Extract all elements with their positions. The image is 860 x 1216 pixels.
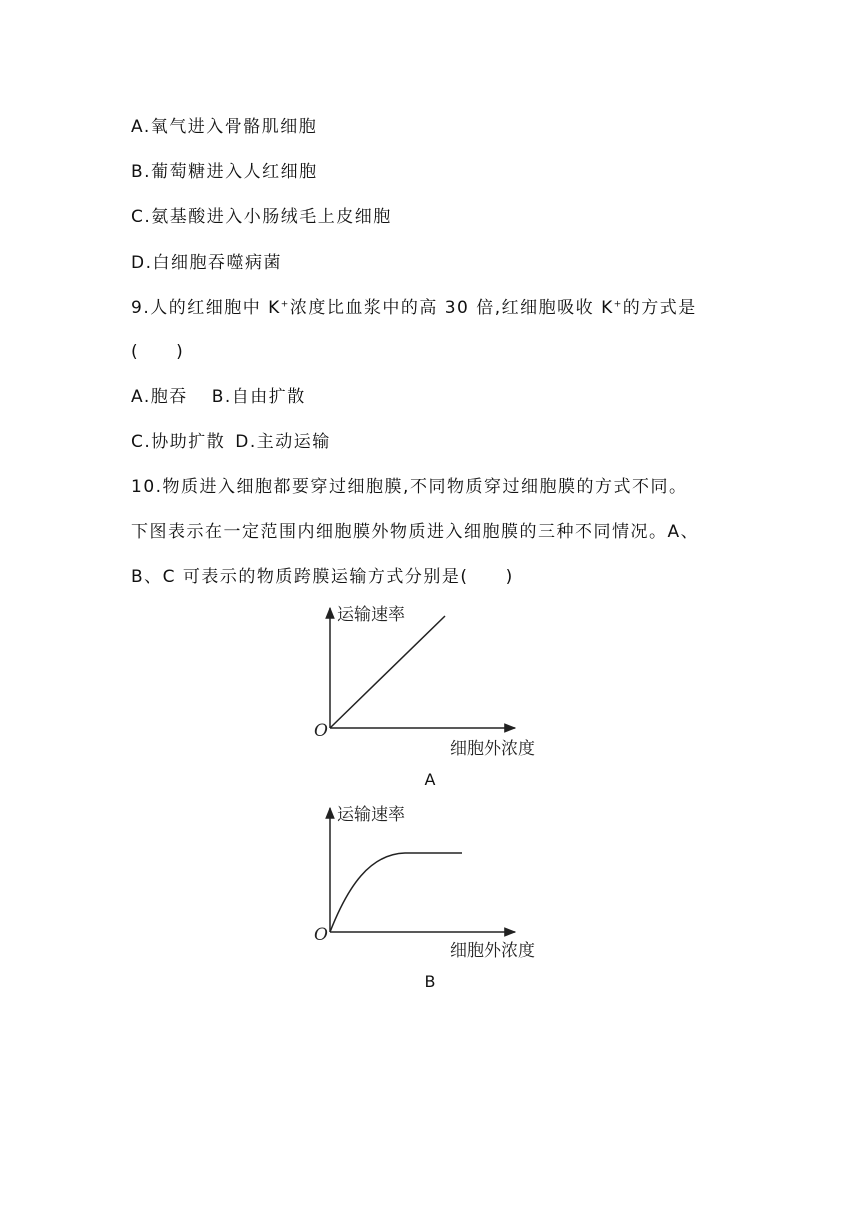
q9-sup1: + xyxy=(280,299,290,310)
q8-option-b: B.葡萄糖进入人红细胞 xyxy=(131,162,318,182)
q8-option-d: D.白细胞吞噬病菌 xyxy=(131,253,282,273)
graph-a xyxy=(300,598,560,763)
q9-sup2: + xyxy=(613,299,623,310)
q9-stem-part3: 的方式是 xyxy=(622,298,697,318)
q9-options-row1 xyxy=(131,385,306,409)
q9-option-a: A.胞吞 xyxy=(131,387,188,407)
q9-stem xyxy=(131,296,697,320)
graph-a-y-label: 运输速率 xyxy=(337,605,405,625)
q9-blank: ( ) xyxy=(131,342,185,362)
q9-options-row2 xyxy=(131,430,331,454)
graph-b-x-label: 细胞外浓度 xyxy=(450,941,535,961)
graph-b-y-label: 运输速率 xyxy=(337,805,405,825)
graph-a-x-label: 细胞外浓度 xyxy=(450,739,535,759)
graph-b-curve xyxy=(330,853,462,932)
q10-line1: 10.物质进入细胞都要穿过细胞膜,不同物质穿过细胞膜的方式不同。 xyxy=(131,477,688,497)
q9-option-c: C.协助扩散 xyxy=(131,432,226,452)
graph-a-caption: A xyxy=(424,770,436,789)
q9-stem-part2: 浓度比血浆中的高 30 倍,红细胞吸收 K xyxy=(289,298,614,318)
graph-b xyxy=(300,798,560,963)
q8-option-a: A.氧气进入骨骼肌细胞 xyxy=(131,117,318,137)
graph-a-origin: O xyxy=(314,721,328,741)
graph-b-origin: O xyxy=(314,925,328,945)
q10-line3: B、C 可表示的物质跨膜运输方式分别是( ) xyxy=(131,567,514,587)
graph-a-line xyxy=(330,616,445,728)
q10-line2: 下图表示在一定范围内细胞膜外物质进入细胞膜的三种不同情况。A、 xyxy=(131,522,700,542)
graph-b-caption: B xyxy=(424,972,436,991)
q9-stem-part1: 9.人的红细胞中 K xyxy=(131,298,281,318)
q9-option-b: B.自由扩散 xyxy=(211,387,306,407)
q9-option-d: D.主动运输 xyxy=(235,432,331,452)
q8-option-c: C.氨基酸进入小肠绒毛上皮细胞 xyxy=(131,207,392,227)
